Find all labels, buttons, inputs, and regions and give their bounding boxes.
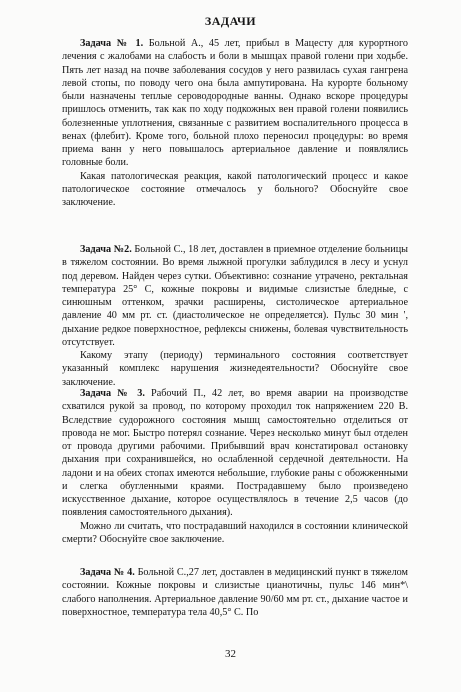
page-number: 32 [225, 648, 236, 660]
task-1-label: Задача № 1. [80, 38, 144, 49]
task-1-text: Больной А., 45 лет, прибыл в Мацесту для курортного лечения с жалобами на слабость и боли в мышцах правой голени при ходьбе. Пять лет назад на почве заболевания сосудов у него развилась сухая гангрена левой стопы, по поводу чего она была ампутирована. На курорте больному были назначены теплые сероводородные ванны. Однако вскоре процедуры пришлось отменить, так как по ходу подкожных вен правой голени появились болезненные уплотнения, связанные с развитием воспалительного процесса в венах (флебит). Кроме того, больной плохо переносил процедуры: во время приема ванн у него повышалось артериальное давление и появлялись головные боли. [62, 38, 408, 169]
task-3-question: Можно ли считать, что пострадавший находился в состоянии клинической смерти? Обоснуйте свое заключение. [62, 520, 408, 545]
task-4 [62, 566, 408, 619]
task-2 [62, 243, 408, 389]
task-2-body [62, 243, 408, 349]
page-title: ЗАДАЧИ [204, 14, 257, 28]
task-4-label: Задача № 4. [80, 567, 135, 578]
task-1 [62, 37, 408, 209]
task-3-text: Рабочий П., 42 лет, во время аварии на производстве схватился рукой за провод, по которому проходил ток напряжением 220 В. Вследствие судорожного состояния мышц самостоятельно отделиться от провода не мог. Быстро потерял сознание. Через несколько минут был отделен от провода другими рабочими. Прибывший врач констатировал остановку дыхания при сохранившейся, но ослабленной сердечной деятельности. На ладони и на обеих стопах имеются небольшие, глубокие раны с обожженными и слегка обугленными краями. Пострадавшему было произведено искусственное дыхание, которое осуществлялось в течение 2,5 часов (до появления самостоятельного дыхания). [62, 388, 408, 519]
task-2-question: Какому этапу (периоду) терминального состояния соответствует указанный комплекс нарушения жизнедеятельности? Обоснуйте свое заключение. [62, 350, 408, 388]
task-3 [62, 387, 408, 546]
task-1-body [62, 37, 408, 170]
task-2-text: Больной С., 18 лет, доставлен в приемное отделение больницы в тяжелом состоянии. Во время лыжной прогулки заблудился в лесу и уснул под деревом. Найден через сутки. Объективно: сознание утрачено, ректальная температура 25° С, кожные покровы и видимые слизистые бледные, с синюшным оттенком, зрачки расширены, систолическое артериальное давление 40 мм рт. ст. (диастолическое не определяется). Пульс 30 мин ', дыхание редкое поверхностное, рефлексы снижены, болевая чувствительность отсутствует. [62, 244, 408, 348]
task-1-question: Какая патологическая реакция, какой патологический процесс и какое патологическое состояние отмечалось у больного? Обоснуйте свое заключение. [62, 170, 408, 208]
task-4-text: Больной С.,27 лет, доставлен в медицинский пункт в тяжелом состоянии. Кожные покровы и слизистые цианотичны, пульс 146 мин*\ слабого наполнения. Артериальное давление 90/60 мм рт. ст., дыхание частое и поверхностное, температура тела 40,5° С. По [62, 567, 409, 618]
task-3-label: Задача № 3. [80, 388, 145, 399]
task-3-body [62, 387, 408, 520]
task-4-body [62, 566, 408, 619]
task-2-label: Задача №2. [80, 244, 132, 255]
